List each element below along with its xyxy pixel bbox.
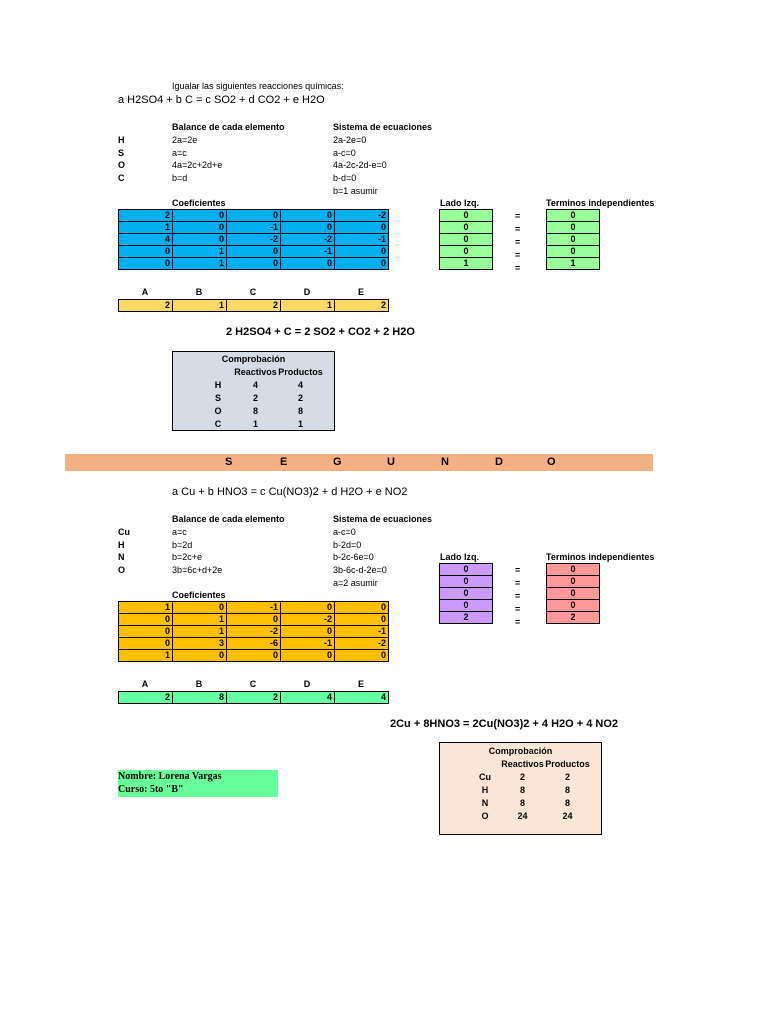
verification-element: Cu [479,772,491,782]
matrix-row [119,234,389,246]
equals-sign: = [515,211,521,221]
terminos-cell: 0 [547,600,600,612]
matrix-cell: 1 [119,650,173,662]
terminos-cell: 0 [547,588,600,600]
system-line: b=1 asumir [333,186,378,196]
matrix-cell: -1 [335,626,389,638]
system-line: b-2d=0 [333,540,362,550]
solution-cell: 8 [173,692,227,704]
band-letter: S [225,456,233,468]
matrix-cell: 0 [227,614,281,626]
verification-value: 24 [562,811,573,821]
terminos-cell: 0 [547,246,600,258]
element-label: C [118,173,125,183]
solution-cell: 4 [281,692,335,704]
verification-value: 2 [252,393,258,403]
system-line: a-c=0 [333,527,356,537]
matrix-cell: 1 [173,626,227,638]
matrix-cell: 0 [173,602,227,614]
lado-cell: 0 [440,222,493,234]
system-line: b-2c-6e=0 [333,552,374,562]
verification-col: Productos [545,759,590,769]
lado-cell: 0 [440,234,493,246]
equals-sign: = [515,565,521,575]
solution-cell: 1 [173,300,227,312]
system-line: a=2 asumir [333,578,378,588]
matrix-row [119,222,389,234]
system-line: 4a-2c-2d-e=0 [333,160,387,170]
system-line: 2a-2e=0 [333,135,367,145]
matrix-cell: 1 [119,602,173,614]
verification-value: 8 [519,785,525,795]
balance-line: 4a=2c+2d+e [172,160,223,170]
system-line: 3b-6c-d-2e=0 [333,565,387,575]
matrix-cell: -1 [335,234,389,246]
balance-line: b=2c+e [172,552,203,562]
matrix-cell: -1 [281,638,335,650]
verification-element: N [481,798,489,808]
verification-value: 24 [517,811,528,821]
matrix-cell: 0 [335,246,389,258]
verification-element: C [214,419,222,429]
lado-izq-column-2 [439,563,493,624]
matrix-cell: 0 [335,258,389,270]
lado-cell: 1 [440,258,493,270]
system-header-2: Sistema de ecuaciones [333,514,433,524]
matrix-cell: 0 [281,258,335,270]
element-label: Cu [118,527,130,537]
verification-value: 1 [297,419,303,429]
matrix-cell: -2 [281,614,335,626]
element-label: O [118,160,126,170]
balance-line: b=2d [172,540,193,550]
system-line: b-d=0 [333,173,357,183]
matrix-row [119,626,389,638]
equals-sign: = [515,263,521,273]
matrix-cell: 0 [119,246,173,258]
terminos-cell: 0 [547,564,600,576]
lado-cell: 0 [440,210,493,222]
solution-header: C [249,287,257,297]
solution-row-2 [118,691,389,704]
solution-header: E [357,679,364,689]
solution-header: D [303,679,311,689]
solution-header: A [141,679,149,689]
band-letter: N [441,456,449,468]
matrix-cell: 0 [281,650,335,662]
solution-cell: 2 [119,692,173,704]
coef-matrix-1 [118,209,389,270]
equals-sign: = [515,591,521,601]
equals-sign: = [515,237,521,247]
verification-value: 1 [252,419,258,429]
matrix-cell: -2 [281,234,335,246]
verification-title: Comprobación [221,354,286,364]
terminos-label-2: Terminos independientes [546,552,655,562]
solution-header: B [195,287,203,297]
lado-cell: 0 [440,588,493,600]
lado-cell: 0 [440,576,493,588]
solution-row-1 [118,299,389,312]
section-band-segundo [65,454,653,471]
lado-cell: 0 [440,564,493,576]
terminos-cell: 0 [547,210,600,222]
balance-line: a=c [172,527,187,537]
matrix-cell: 0 [335,614,389,626]
element-label: H [118,540,125,550]
solution-cell: 2 [119,300,173,312]
balance-line: 3b=6c+d+2e [172,565,223,575]
equation-1: a H2SO4 + b C = c SO2 + d CO2 + e H2O [118,94,325,106]
matrix-cell: -2 [335,638,389,650]
solution-cell: 2 [335,300,389,312]
matrix-row [119,210,389,222]
band-letter: G [333,456,342,468]
balanced-equation-2: 2Cu + 8HNO3 = 2Cu(NO3)2 + 4 H2O + 4 NO2 [390,718,619,730]
matrix-cell: 0 [281,626,335,638]
verification-value: 2 [519,772,525,782]
equals-sign: = [515,604,521,614]
terminos-cell: 0 [547,222,600,234]
band-letter: E [280,456,288,468]
matrix-cell: -6 [227,638,281,650]
matrix-cell: 1 [119,222,173,234]
verification-value: 8 [252,406,258,416]
instruction-text: Igualar las siguientes reacciones químicas: [172,81,344,91]
coef-label-1: Coeficientes [172,198,226,208]
equals-sign: = [515,617,521,627]
verification-col: Reactivos [501,759,544,769]
verification-element: H [214,380,222,390]
matrix-cell: 2 [119,210,173,222]
student-course: Curso: 5to "B" [118,784,184,795]
matrix-cell: -1 [281,246,335,258]
verification-value: 8 [564,798,570,808]
matrix-row [119,246,389,258]
equation-2: a Cu + b HNO3 = c Cu(NO3)2 + d H2O + e NO2 [172,486,408,498]
verification-value: 8 [564,785,570,795]
element-label: N [118,552,125,562]
verification-element: S [214,393,221,403]
solution-header: C [249,679,257,689]
verification-col: Productos [278,367,323,377]
matrix-cell: 0 [281,210,335,222]
verification-element: O [481,811,489,821]
band-letter: O [547,456,556,468]
lado-label-1: Lado Izq. [440,198,479,208]
lado-label-2: Lado Izq. [440,552,479,562]
verification-value: 4 [252,380,258,390]
solution-header: A [141,287,149,297]
matrix-cell: -2 [227,626,281,638]
verification-table [203,366,323,431]
matrix-cell: 0 [119,638,173,650]
matrix-cell: 0 [335,650,389,662]
matrix-cell: 0 [173,222,227,234]
lado-cell: 2 [440,612,493,624]
matrix-cell: 3 [173,638,227,650]
verification-value: 2 [564,772,570,782]
solution-cell: 1 [281,300,335,312]
matrix-cell: 0 [335,222,389,234]
matrix-cell: -1 [227,222,281,234]
matrix-cell: 0 [227,258,281,270]
terminos-column-2 [546,563,600,624]
balance-header-2: Balance de cada elemento [172,514,285,524]
terminos-cell: 2 [547,612,600,624]
lado-izq-column-1 [439,209,493,270]
matrix-row [119,638,389,650]
matrix-cell: 0 [227,246,281,258]
system-header-1: Sistema de ecuaciones [333,122,433,132]
verification-box-2 [439,742,602,835]
matrix-cell: -2 [227,234,281,246]
solution-cell: 2 [227,692,281,704]
balance-line: a=c [172,148,187,158]
verification-box-1 [172,351,335,431]
terminos-cell: 1 [547,258,600,270]
verification-value: 8 [297,406,303,416]
band-letter: D [495,456,503,468]
student-name: Nombre: Lorena Vargas [118,771,222,782]
matrix-cell: -1 [227,602,281,614]
matrix-cell: 0 [119,258,173,270]
matrix-cell: 0 [227,210,281,222]
matrix-cell: 0 [173,210,227,222]
matrix-cell: 1 [173,258,227,270]
element-label: H [118,135,125,145]
solution-cell: 2 [227,300,281,312]
matrix-row [119,614,389,626]
balance-line: 2a=2e [172,135,198,145]
verification-table [470,758,590,823]
equals-sign: = [515,578,521,588]
matrix-row [119,258,389,270]
element-label: S [118,148,125,158]
matrix-cell: 0 [173,234,227,246]
matrix-cell: 0 [281,222,335,234]
matrix-cell: -2 [335,210,389,222]
equals-sign: = [515,250,521,260]
matrix-row [119,650,389,662]
student-info-box [118,770,278,797]
balanced-equation-1: 2 H2SO4 + C = 2 SO2 + CO2 + 2 H2O [226,326,415,338]
terminos-label-1: Terminos independientes [546,198,655,208]
terminos-cell: 0 [547,234,600,246]
matrix-cell: 0 [119,614,173,626]
solution-cell: 4 [335,692,389,704]
coef-label-2: Coeficientes [172,590,226,600]
matrix-cell: 1 [173,614,227,626]
terminos-cell: 0 [547,576,600,588]
matrix-cell: 4 [119,234,173,246]
matrix-cell: 0 [173,650,227,662]
terminos-column-1 [546,209,600,270]
system-line: a-c=0 [333,148,356,158]
solution-header: E [357,287,364,297]
solution-header: B [195,679,203,689]
matrix-row [119,602,389,614]
equals-sign: = [515,224,521,234]
verification-value: 2 [297,393,303,403]
solution-header: D [303,287,311,297]
verification-value: 4 [297,380,303,390]
matrix-cell: 0 [281,602,335,614]
matrix-cell: 0 [335,602,389,614]
lado-cell: 0 [440,600,493,612]
matrix-cell: 1 [173,246,227,258]
coef-matrix-2 [118,601,389,662]
verification-element: O [214,406,222,416]
band-letter: U [387,456,395,468]
balance-line: b=d [172,173,188,183]
matrix-cell: 0 [119,626,173,638]
lado-cell: 0 [440,246,493,258]
element-label: O [118,565,126,575]
balance-header-1: Balance de cada elemento [172,122,285,132]
verification-title: Comprobación [488,746,553,756]
verification-value: 8 [519,798,525,808]
matrix-cell: 0 [227,650,281,662]
verification-element: H [481,785,489,795]
verification-col: Reactivos [234,367,277,377]
